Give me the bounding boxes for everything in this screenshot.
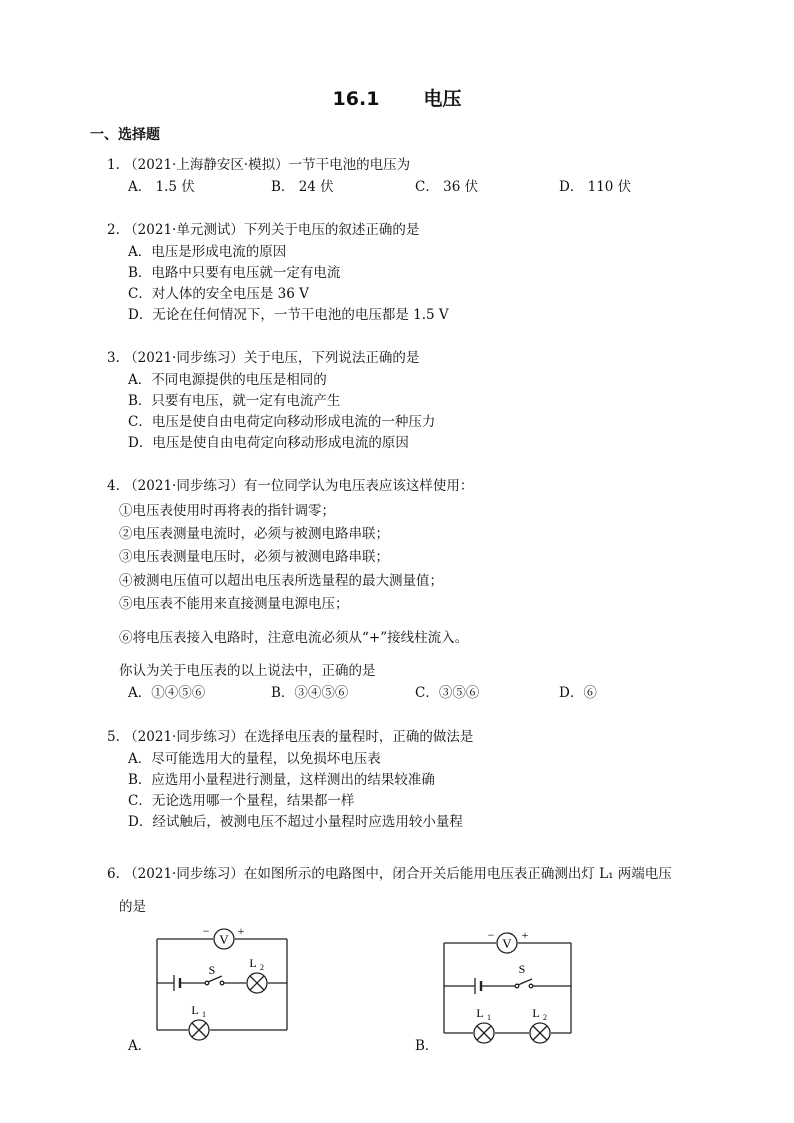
q1-option-a[interactable]: A． 1.5 伏 xyxy=(128,179,195,195)
question-4-stem: 4. （2021·同步练习）有一位同学认为电压表应该这样使用： xyxy=(107,478,474,494)
q1-option-d[interactable]: D． 110 伏 xyxy=(559,179,632,195)
q2-option-b[interactable]: B．电路中只要有电压就一定有电流 xyxy=(128,265,341,281)
page-title xyxy=(0,84,794,111)
q2-option-d[interactable]: D．无论在任何情况下，一节干电池的电压都是 1.5 V xyxy=(128,307,449,323)
circuit-diagram-b xyxy=(437,925,582,1050)
switch-icon xyxy=(515,979,533,988)
lamp-icon xyxy=(189,1020,209,1040)
question-6-stem-cont: 的是 xyxy=(119,899,146,915)
q5-option-b[interactable]: B．应选用小量程进行测量，这样测出的结果较准确 xyxy=(128,772,435,788)
lamp2-label: L xyxy=(249,956,257,970)
lamp-icon xyxy=(474,1023,494,1043)
q6-option-a[interactable]: A． xyxy=(128,1038,152,1054)
q4-statement-1: ①电压表使用时再将表的指针调零； xyxy=(119,503,335,519)
lamp-icon xyxy=(247,973,267,993)
switch-label: S xyxy=(208,963,216,977)
title-number: 16.1 xyxy=(332,88,380,110)
q1-option-c[interactable]: C． 36 伏 xyxy=(415,179,479,195)
section-heading: 一、选择题 xyxy=(90,127,160,143)
q4-statement-5: ⑤电压表不能用来直接测量电源电压； xyxy=(119,596,349,612)
q1-option-b[interactable]: B． 24 伏 xyxy=(271,179,334,195)
q5-option-c[interactable]: C．无论选用哪一个量程，结果都一样 xyxy=(128,793,355,809)
q3-option-b[interactable]: B．只要有电压，就一定有电流产生 xyxy=(128,393,341,409)
lamp1-subscript: 1 xyxy=(487,1013,491,1022)
lamp-icon xyxy=(530,1023,550,1043)
voltmeter-plus: + xyxy=(237,925,245,938)
lamp1-subscript: 1 xyxy=(202,1010,206,1019)
q5-option-a[interactable]: A．尽可能选用大的量程，以免损坏电压表 xyxy=(128,751,381,767)
lamp2-label: L xyxy=(532,1006,540,1020)
q2-option-c[interactable]: C．对人体的安全电压是 36 V xyxy=(128,286,309,302)
question-2-stem: 2. （2021·单元测试）下列关于电压的叙述正确的是 xyxy=(107,222,420,238)
voltmeter-plus: + xyxy=(521,928,529,942)
q4-statement-4: ④被测电压值可以超出电压表所选量程的最大测量值； xyxy=(119,573,443,589)
battery-icon xyxy=(475,978,481,994)
q4-statement-2: ②电压表测量电流时，必须与被测电路串联； xyxy=(119,526,389,542)
q5-option-d[interactable]: D．经试触后，被测电压不超过小量程时应选用较小量程 xyxy=(128,814,463,830)
question-3-stem: 3. （2021·同步练习）关于电压，下列说法正确的是 xyxy=(107,350,420,366)
q4-ask: 你认为关于电压表的以上说法中，正确的是 xyxy=(119,663,376,679)
question-6-stem: 6. （2021·同步练习）在如图所示的电路图中，闭合开关后能用电压表正确测出灯 L₁ 两端电压 xyxy=(107,866,672,882)
q4-option-d[interactable]: D．⑥ xyxy=(559,685,597,701)
q4-statement-3: ③电压表测量电压时，必须与被测电路串联； xyxy=(119,549,389,565)
switch-label: S xyxy=(518,962,526,976)
voltmeter-label: V xyxy=(502,936,512,951)
battery-icon xyxy=(174,975,180,991)
title-name: 电压 xyxy=(423,88,462,110)
switch-icon xyxy=(205,976,224,985)
lamp1-label: L xyxy=(476,1006,484,1020)
question-5-stem: 5. （2021·同步练习）在选择电压表的量程时，正确的做法是 xyxy=(107,729,474,745)
q6-option-b[interactable]: B． xyxy=(415,1038,439,1054)
q4-option-c[interactable]: C．③⑤⑥ xyxy=(415,685,480,701)
lamp2-subscript: 2 xyxy=(260,963,264,972)
lamp2-subscript: 2 xyxy=(543,1013,547,1022)
q2-option-a[interactable]: A．电压是形成电流的原因 xyxy=(128,244,287,260)
q4-statement-6: ⑥将电压表接入电路时，注意电流必须从“+”接线柱流入。 xyxy=(119,630,469,646)
q4-option-b[interactable]: B．③④⑤⑥ xyxy=(271,685,349,701)
voltmeter-icon xyxy=(497,933,517,953)
voltmeter-icon xyxy=(214,929,234,949)
question-1-stem: 1. （2021·上海静安区·模拟）一节干电池的电压为 xyxy=(107,157,411,173)
voltmeter-minus: − xyxy=(487,928,495,942)
voltmeter-label: V xyxy=(219,932,229,947)
q3-option-d[interactable]: D．电压是使自由电荷定向移动形成电流的原因 xyxy=(128,435,409,451)
lamp1-label: L xyxy=(191,1003,199,1017)
q3-option-c[interactable]: C．电压是使自由电荷定向移动形成电流的一种压力 xyxy=(128,414,436,430)
q4-option-a[interactable]: A．①④⑤⑥ xyxy=(128,685,206,701)
circuit-diagram-a xyxy=(150,925,295,1047)
voltmeter-minus: − xyxy=(202,925,210,938)
q3-option-a[interactable]: A．不同电源提供的电压是相同的 xyxy=(128,372,327,388)
